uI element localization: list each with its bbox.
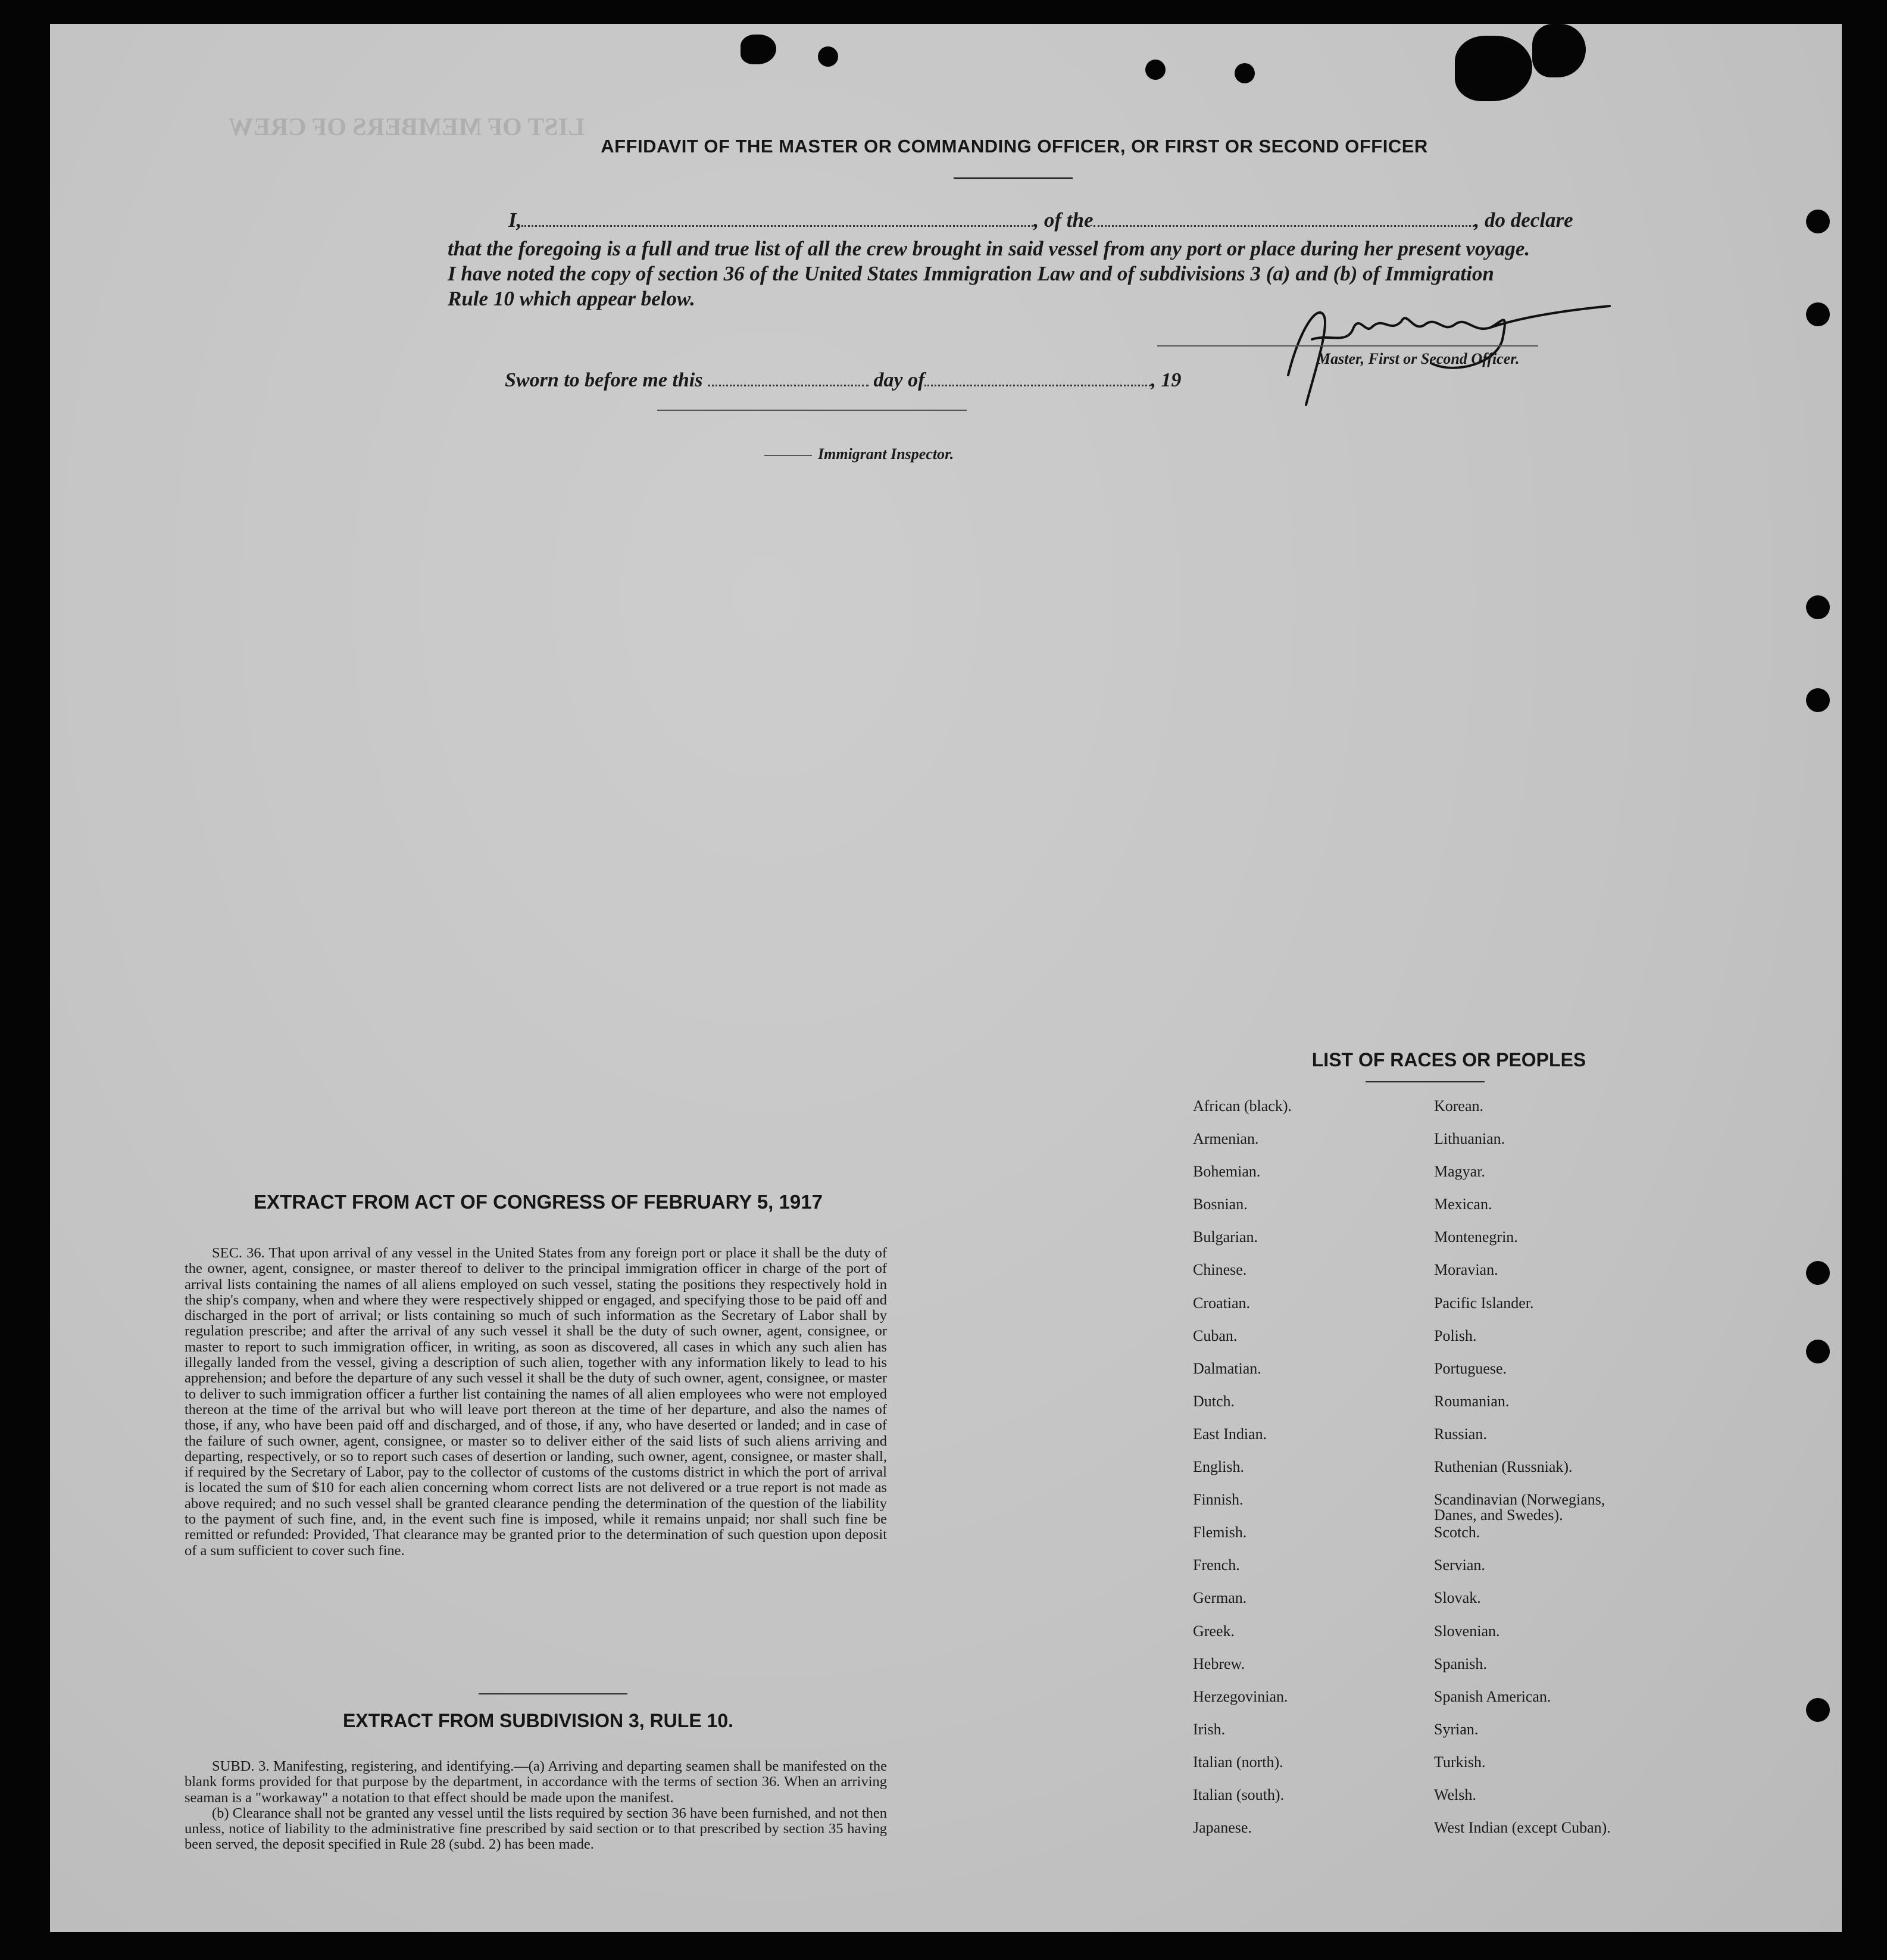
race-item: Syrian.	[1434, 1720, 1479, 1738]
race-item: Flemish.	[1193, 1524, 1247, 1541]
sworn-line	[505, 368, 1181, 392]
race-item: Croatian.	[1193, 1294, 1251, 1312]
show-through-text: LIST OF MEMBERS OF CREW	[229, 114, 585, 141]
race-item: Spanish.	[1434, 1655, 1487, 1672]
race-item: Mexican.	[1434, 1196, 1492, 1213]
punch-hole	[1806, 1261, 1830, 1285]
extract-act-body: SEC. 36. That upon arrival of any vessel in the United States from any foreign port or place it shall be the duty of the owner, agent, consignee, or master thereof to deliver to the principal immigration officer in charge of the port of arrival lists containing the names of all aliens employed on such vessel, stating the positions they respectively hold in the ship's company, when and where they were respectively shipped or engaged, and specifying those to be paid off and discharged in the port of arrival; or lists containing so much of such information as the Secretary of Labor shall by regulation prescribe; and after the arrival of any such vessel it shall be the duty of such owner, agent, consignee, or master to report to such immigration officer, in writing, as soon as discovered, all cases in which any such alien has illegally landed from the vessel, giving a description of such alien, together with any information likely to lead to his apprehension; and before the departure of any such vessel it shall be the duty of such owner, agent, consignee, or master to deliver to such immigration officer a further list containing the names of all alien employees who were not employed thereon at the time of the arrival but who will leave port thereon at the time of her departure, and also the names of those, if any, who have been paid off and discharged, and of those, if any, who have deserted or landed; and in case of the failure of such owner, agent, consignee, or master so to deliver either of the said lists of such aliens arriving and departing, respectively, or so to report such cases of desertion or landing, such owner, agent, consignee, or master shall, if required by the Secretary of Labor, pay to the collector of customs of the customs district in which the port of arrival is located the sum of $10 for each alien concerning whom correct lists are not delivered or a true report is not made as above required; and no such vessel shall be granted clearance pending the determination of the question of the liability to the payment of such fine, and, in the event such fine is imposed, while it remains unpaid; nor shall such fine be remitted or refunded: Provided, That clearance may be granted prior to the determination of such question upon deposit of a sum sufficient to cover such fine.	[185, 1245, 887, 1559]
extract-rule-body	[185, 1759, 887, 1853]
damage-blot	[1532, 24, 1586, 77]
race-item: Dutch.	[1193, 1392, 1235, 1410]
punch-hole	[1145, 60, 1166, 80]
race-item: Pacific Islander.	[1434, 1294, 1534, 1312]
race-item: Scandinavian (Norwegians, Danes, and Swedes).	[1434, 1491, 1605, 1524]
affidavit-declare: , do declare	[1474, 208, 1573, 232]
damage-blot	[1455, 36, 1532, 101]
affidavit-of-the: , of the	[1033, 208, 1094, 232]
race-item: Bohemian.	[1193, 1163, 1261, 1181]
race-item: Hebrew.	[1193, 1655, 1245, 1672]
race-item: Bulgarian.	[1193, 1228, 1258, 1246]
races-column-2	[1434, 1098, 1611, 1853]
affidavit-i: I,	[508, 208, 522, 232]
master-label: Master, First or Second Officer.	[1317, 350, 1520, 367]
affidavit-line-2: that the foregoing is a full and true list of all the crew brought in said vessel from any port or place during her present voyage.	[448, 237, 1530, 260]
sworn-day-of: day of	[873, 369, 925, 391]
race-item: Dalmatian.	[1193, 1359, 1261, 1377]
race-item: Ruthenian (Russniak).	[1434, 1458, 1573, 1476]
punch-hole	[1806, 302, 1830, 326]
race-item: Finnish.	[1193, 1491, 1244, 1509]
punch-hole	[1806, 1340, 1830, 1363]
affidavit-line-4: Rule 10 which appear below.	[448, 287, 695, 310]
affidavit-line-3: I have noted the copy of section 36 of the United States Immigration Law and of subdivisions 3 (a) and (b) of Immigration	[448, 262, 1494, 285]
punch-hole	[1806, 688, 1830, 712]
inspector-line-2	[764, 455, 812, 456]
race-item: Magyar.	[1434, 1163, 1485, 1181]
races-title: LIST OF RACES OR PEOPLES	[1311, 1049, 1586, 1070]
race-item: Cuban.	[1193, 1327, 1238, 1344]
race-item: French.	[1193, 1556, 1240, 1574]
inspector-label: Immigrant Inspector.	[818, 445, 954, 463]
punch-hole	[1235, 63, 1255, 83]
race-item: Japanese.	[1193, 1819, 1252, 1837]
race-item: English.	[1193, 1458, 1244, 1476]
race-item: Korean.	[1434, 1097, 1484, 1115]
name-blank	[521, 208, 1033, 227]
master-signature-line	[1157, 345, 1538, 347]
race-item: Lithuanian.	[1434, 1130, 1505, 1148]
punch-hole	[1806, 595, 1830, 619]
race-item: German.	[1193, 1589, 1247, 1607]
document-sheet	[50, 24, 1842, 1932]
punch-hole	[1806, 1698, 1830, 1722]
punch-hole	[818, 46, 838, 67]
race-item: Spanish American.	[1434, 1687, 1551, 1705]
damage-blot	[741, 35, 776, 64]
title-divider	[954, 177, 1073, 179]
extract-rule-para-a: SUBD. 3. Manifesting, registering, and identifying.—(a) Arriving and departing seamen shall be manifested on the blank forms provided for that purpose by the department, in accordance with the terms of section 36. When an arriving seaman is a "workaway" a notation to that effect should be made upon the manifest.	[185, 1758, 887, 1806]
race-item: West Indian (except Cuban).	[1434, 1819, 1611, 1837]
extract-rule-para-b: (b) Clearance shall not be granted any vessel until the lists required by section 36 have been furnished, and not then unless, notice of liability to the administrative fine prescribed by said section or to that prescribed by section 35 having been served, the deposit specified in Rule 28 (subd. 2) has been made.	[185, 1805, 887, 1853]
race-item: Armenian.	[1193, 1130, 1259, 1148]
race-item: Scotch.	[1434, 1524, 1480, 1541]
affidavit-line-1	[508, 208, 1639, 232]
race-item: Portuguese.	[1434, 1359, 1507, 1377]
day-blank	[708, 368, 868, 386]
extract-divider	[479, 1693, 627, 1694]
race-item: Irish.	[1193, 1720, 1226, 1738]
race-item: Servian.	[1434, 1556, 1485, 1574]
race-item: Italian (north).	[1193, 1753, 1283, 1771]
vessel-blank	[1094, 208, 1474, 227]
extract-act-title: EXTRACT FROM ACT OF CONGRESS OF FEBRUARY 5, 1917	[254, 1191, 823, 1213]
race-item: Polish.	[1434, 1327, 1477, 1344]
race-item: Welsh.	[1434, 1786, 1476, 1803]
sworn-year: , 19	[1151, 369, 1182, 391]
race-item: Slovak.	[1434, 1589, 1481, 1607]
punch-hole	[1806, 210, 1830, 233]
race-item: Bosnian.	[1193, 1196, 1248, 1213]
race-item: Moravian.	[1434, 1261, 1498, 1279]
race-item: African (black).	[1193, 1097, 1292, 1115]
extract-rule-title: EXTRACT FROM SUBDIVISION 3, RULE 10.	[342, 1710, 734, 1731]
race-item: Italian (south).	[1193, 1786, 1285, 1803]
sworn-prefix: Sworn to before me this	[505, 369, 703, 391]
affidavit-title: AFFIDAVIT OF THE MASTER OR COMMANDING OFFICER, OR FIRST OR SECOND OFFICER	[601, 136, 1428, 157]
races-column-1	[1193, 1098, 1292, 1853]
race-item: Chinese.	[1193, 1261, 1247, 1279]
month-blank	[924, 368, 1151, 386]
races-divider	[1366, 1081, 1485, 1082]
race-item: Russian.	[1434, 1425, 1487, 1443]
race-item: Greek.	[1193, 1622, 1235, 1640]
race-item: East Indian.	[1193, 1425, 1267, 1443]
race-item: Roumanian.	[1434, 1392, 1510, 1410]
race-item: Turkish.	[1434, 1753, 1486, 1771]
inspector-line-1	[657, 410, 967, 411]
race-item: Herzegovinian.	[1193, 1687, 1288, 1705]
race-item: Slovenian.	[1434, 1622, 1500, 1640]
race-item: Montenegrin.	[1434, 1228, 1518, 1246]
